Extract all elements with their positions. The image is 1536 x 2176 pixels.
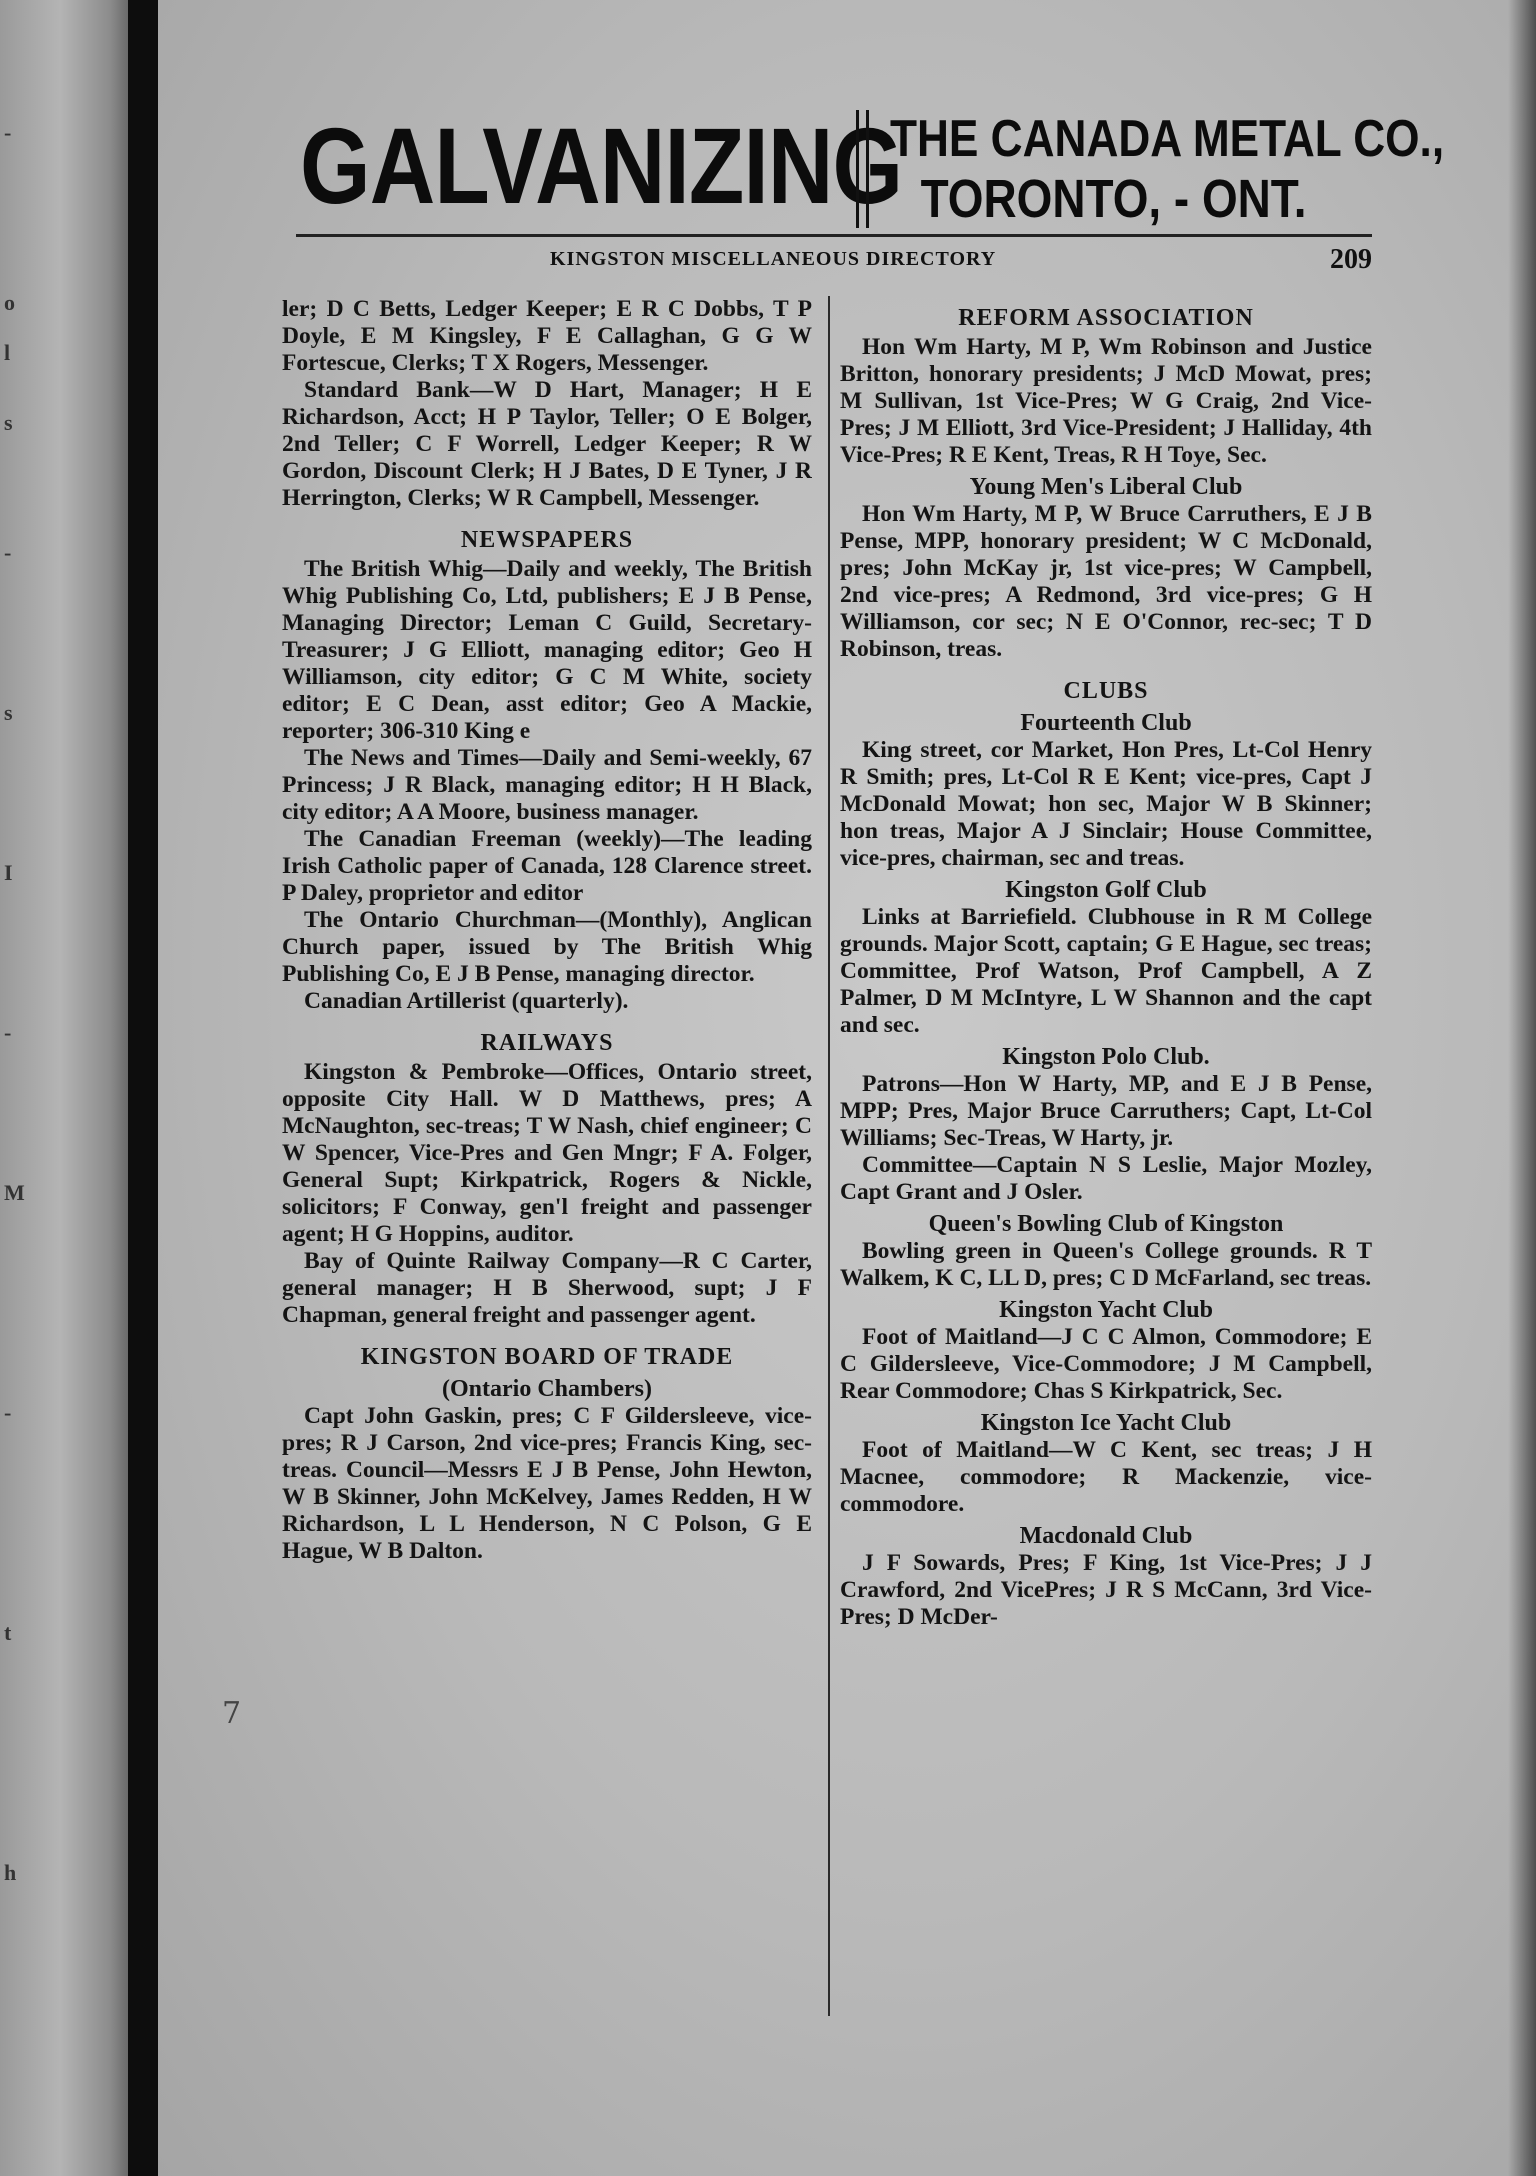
- heading-fourteenth-club: Fourteenth Club: [1020, 710, 1192, 736]
- kingston-golf-club-entry: Links at Barriefield. Clubhouse in R M College grounds. Major Scott, captain; G E Hague, sec treas; Committee, Prof Watson, Prof Campbell, A Z Palmer, D M McIntyre, L W Shannon and the capt and sec.: [840, 904, 1372, 1038]
- young-mens-liberal-club-entry: Hon Wm Harty, M P, W Bruce Carruthers, E J B Pense, MPP, honorary president; W C McDonald, pres; John McKay jr, 1st vice-pres; W Campbell, 2nd vice-pres; A Redmond, 3rd vice-pres; G H Williamson, cor sec; N E O'Connor, rec-sec; T D Robinson, treas.: [840, 501, 1372, 662]
- book-binding: [128, 0, 158, 2176]
- section-heading-reform-association: REFORM ASSOCIATION: [958, 305, 1254, 331]
- banner-rule: [296, 234, 1372, 237]
- queens-bowling-club-entry: Bowling green in Queen's College grounds. R T Walkem, K C, LL D, pres; C D McFarland, sec treas.: [840, 1238, 1372, 1291]
- standard-bank-entry: Standard Bank—W D Hart, Manager; H E Richardson, Acct; H P Taylor, Teller; O E Bolger, 2nd Teller; C F Worrell, Ledger Keeper; R W Gordon, Discount Clerk; H J Bates, D E Tyner, J R Herrington, Clerks; W R Campbell, Messenger.: [282, 377, 812, 511]
- margin-fragment: t: [4, 1620, 12, 1645]
- banner-company: [890, 110, 1445, 230]
- margin-fragment: l: [4, 340, 11, 365]
- margin-fragment: I: [4, 860, 13, 885]
- kingston-yacht-club-entry: Foot of Maitland—J C C Almon, Commodore; E C Gildersleeve, Vice-Commodore; J M Campbell, Rear Commodore; Chas S Kirkpatrick, Sec.: [840, 1324, 1372, 1404]
- canadian-artillerist-entry: Canadian Artillerist (quarterly).: [304, 988, 629, 1014]
- margin-fragment: s: [4, 700, 13, 725]
- banner-divider: [856, 110, 869, 228]
- right-column: [840, 296, 1372, 2016]
- kingston-ice-yacht-club-entry: Foot of Maitland—W C Kent, sec treas; J H Macnee, commodore; R Mackenzie, vice-commodore.: [840, 1437, 1372, 1517]
- heading-macdonald-club: Macdonald Club: [1019, 1523, 1193, 1549]
- board-of-trade-entry: Capt John Gaskin, pres; C F Gildersleeve, vice-pres; R J Carson, 2nd vice-pres; Francis King, sec-treas. Council—Messrs E J B Pense, John Hewton, W B Skinner, John McKelvey, James Redden, H W Richardson, L L Henderson, N C Polson, G E Hague, W B Dalton.: [282, 1403, 812, 1564]
- margin-fragment: h: [4, 1860, 17, 1885]
- macdonald-club-entry: J F Sowards, Pres; F King, 1st Vice-Pres; J J Crawford, 2nd VicePres; J R S McCann, 3rd Vice-Pres; D McDer-: [840, 1550, 1372, 1630]
- banner-company-location: TORONTO, - ONT.: [920, 169, 1307, 229]
- heading-kingston-yacht-club: Kingston Yacht Club: [999, 1297, 1213, 1323]
- banner-company-name: THE CANADA METAL CO.,: [890, 110, 1445, 168]
- advertisement-banner: [300, 96, 1445, 236]
- kingston-pembroke-entry: Kingston & Pembroke—Offices, Ontario street, opposite City Hall. W D Matthews, pres; A McNaughton, sec-treas; T W Nash, chief engineer; C W Spencer, Vice-Pres and Gen Mngr; F A. Folger, General Supt; Kirkpatrick, Rogers & Nickle, solicitors; F Conway, gen'l freight and passenger agent; H G Hoppins, auditor.: [282, 1059, 812, 1247]
- section-heading-newspapers: NEWSPAPERS: [460, 527, 634, 553]
- left-page-margin: [0, 0, 128, 2176]
- heading-queens-bowling-club: Queen's Bowling Club of Kingston: [928, 1211, 1284, 1237]
- heading-kingston-ice-yacht-club: Kingston Ice Yacht Club: [980, 1410, 1232, 1436]
- heading-kingston-polo-club: Kingston Polo Club.: [1002, 1044, 1210, 1070]
- ontario-churchman-entry: The Ontario Churchman—(Monthly), Anglican Church paper, issued by The British Whig Publishing Co, E J B Pense, managing director.: [282, 907, 812, 987]
- column-divider: [828, 296, 830, 2016]
- reform-association-entry: Hon Wm Harty, M P, Wm Robinson and Justice Britton, honorary presidents; J McD Mowat, pres; M Sullivan, 1st Vice-Pres; W G Craig, 2nd Vice-Pres; J M Elliott, 3rd Vice-President; J Halliday, 4th Vice-Pres; R E Kent, Treas, R H Toye, Sec.: [840, 334, 1372, 468]
- running-head: [300, 244, 1380, 284]
- board-of-trade-subheading: (Ontario Chambers): [442, 1376, 652, 1402]
- kingston-polo-club-entry: Patrons—Hon W Harty, MP, and E J B Pense, MPP; Pres, Major Bruce Carruthers; Capt, Lt-Col Williams; Sec-Treas, W Harty, jr.: [840, 1071, 1372, 1151]
- section-heading-board-of-trade: KINGSTON BOARD OF TRADE: [360, 1344, 734, 1370]
- news-and-times-entry: The News and Times—Daily and Semi-weekly, 67 Princess; J R Black, managing editor; H H Black, city editor; A A Moore, business manager.: [282, 745, 812, 825]
- bank-entry-continued: ler; D C Betts, Ledger Keeper; E R C Dobbs, T P Doyle, E M Kingsley, F E Callaghan, G G W Fortescue, Clerks; T X Rogers, Messenger.: [282, 296, 812, 376]
- margin-fragment: s: [4, 410, 13, 435]
- heading-kingston-golf-club: Kingston Golf Club: [1005, 877, 1207, 903]
- running-head-title: KINGSTON MISCELLANEOUS DIRECTORY: [550, 248, 997, 270]
- polo-committee-entry: Committee—Captain N S Leslie, Major Mozley, Capt Grant and J Osler.: [840, 1152, 1372, 1205]
- margin-fragment: -: [4, 1400, 12, 1425]
- heading-young-mens-liberal-club: Young Men's Liberal Club: [969, 474, 1243, 500]
- bay-of-quinte-entry: Bay of Quinte Railway Company—R C Carter, general manager; H B Sherwood, supt; J F Chapman, general freight and passenger agent.: [282, 1248, 812, 1328]
- left-column: [282, 296, 812, 2016]
- fourteenth-club-entry: King street, cor Market, Hon Pres, Lt-Col Henry R Smith; pres, Lt-Col R E Kent; vice-pres, Capt J McDonald Mowat; hon sec, Major W B Skinner; hon treas, Major A J Sinclair; House Committee, vice-pres, chairman, sec and treas.: [840, 737, 1372, 871]
- page-edge-shadow: [1508, 0, 1536, 2176]
- margin-fragment: -: [4, 540, 12, 565]
- british-whig-entry: The British Whig—Daily and weekly, The British Whig Publishing Co, Ltd, publishers; E J B Pense, Managing Director; Leman C Guild, Secretary-Treasurer; J G Elliott, managing editor; Geo H Williamson, city editor; G C M White, society editor; E C Dean, asst editor; Geo A Mackie, reporter; 306-310 King e: [282, 556, 812, 744]
- margin-fragment: -: [4, 120, 12, 145]
- page-number: 209: [1330, 244, 1372, 275]
- canadian-freeman-entry: The Canadian Freeman (weekly)—The leading Irish Catholic paper of Canada, 128 Clarence street. P Daley, proprietor and editor: [282, 826, 812, 906]
- section-heading-clubs: CLUBS: [1063, 678, 1149, 704]
- margin-fragment: -: [4, 1020, 12, 1045]
- handwritten-margin-note: 7: [222, 1696, 242, 1731]
- banner-galvanizing: GALVANIZING: [300, 105, 903, 226]
- margin-fragment: M: [4, 1180, 25, 1205]
- margin-fragment: o: [4, 290, 15, 315]
- section-heading-railways: RAILWAYS: [480, 1030, 614, 1056]
